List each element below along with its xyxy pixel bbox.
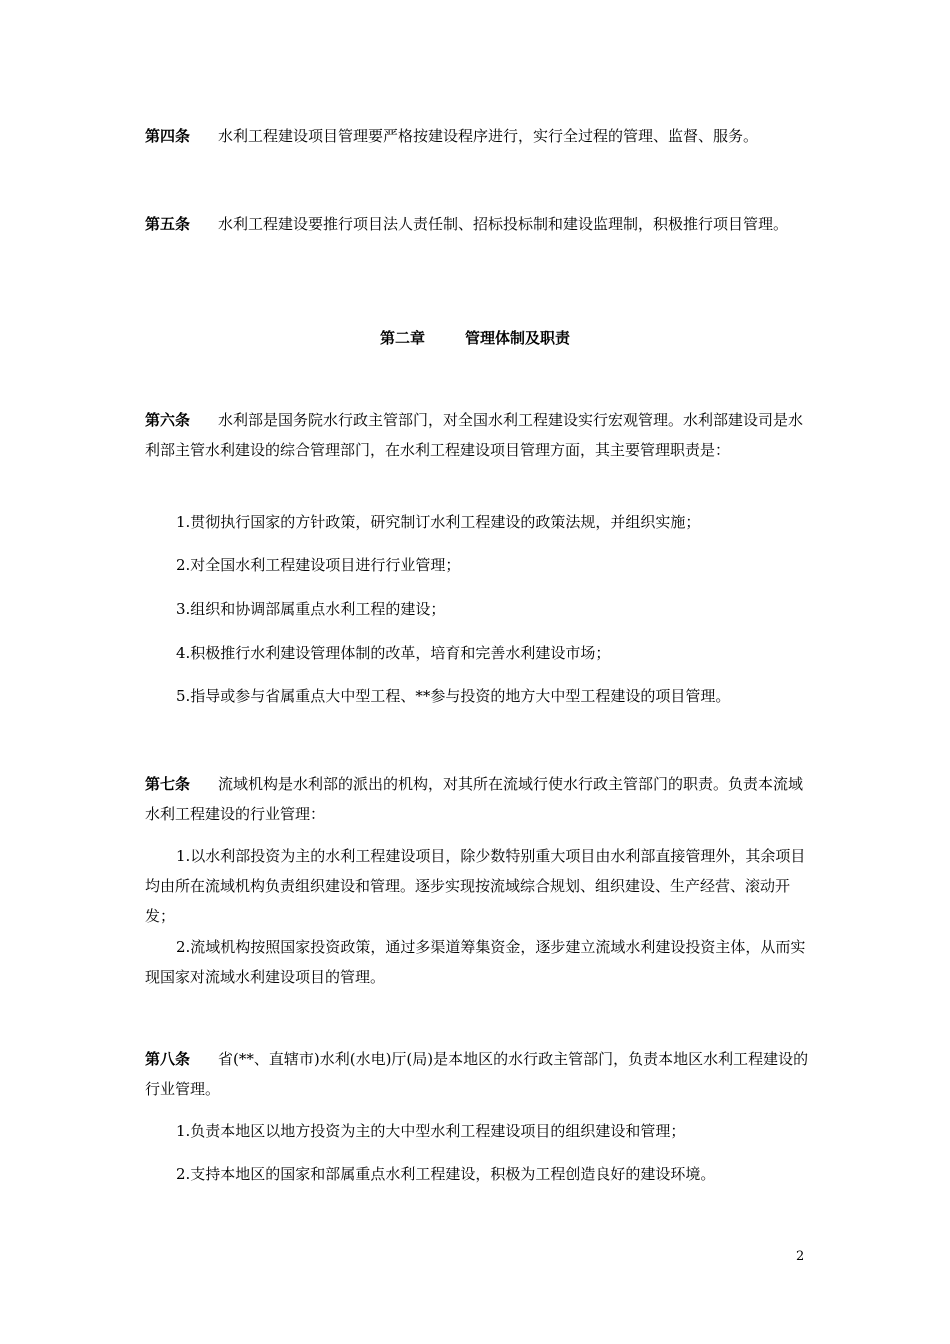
article-8-heading: 第八条 (145, 1050, 191, 1068)
chapter-title (0, 323, 950, 353)
chapter-number: 第二章 (379, 329, 425, 347)
article-7-item-2: 2.流域机构按照国家投资政策，通过多渠道筹集资金，逐步建立流域水利建设投资主体，从而实现国家对流域水利建设项目的管理。 (145, 938, 806, 986)
chapter-name: 管理体制及职责 (465, 329, 571, 347)
article-6 (145, 405, 817, 465)
article-4-heading: 第四条 (145, 127, 191, 145)
article-6-heading: 第六条 (145, 411, 191, 429)
article-8-item-1: 1.负责本地区以地方投资为主的大中型水利工程建设项目的组织建设和管理； (176, 1122, 686, 1140)
article-8-text: 省(**、直辖市)水利(水电)厅(局)是本地区的水行政主管部门，负责本地区水利工程建设的行业管理。 (145, 1050, 809, 1098)
article-8-item-2: 2.支持本地区的国家和部属重点水利工程建设，积极为工程创造良好的建设环境。 (176, 1165, 716, 1183)
article-6-text: 水利部是国务院水行政主管部门，对全国水利工程建设实行宏观管理。水利部建设司是水利部主管水利建设的综合管理部门，在水利工程建设项目管理方面，其主要管理职责是： (145, 411, 804, 459)
article-6-item-5: 5.指导或参与省属重点大中型工程、**参与投资的地方大中型工程建设的项目管理。 (176, 687, 731, 705)
article-4-text: 水利工程建设项目管理要严格按建设程序进行，实行全过程的管理、监督、服务。 (218, 127, 759, 145)
article-6-item-1: 1.贯彻执行国家的方针政策，研究制订水利工程建设的政策法规，并组织实施； (176, 513, 701, 531)
article-6-item-4: 4.积极推行水利建设管理体制的改革，培育和完善水利建设市场； (176, 644, 611, 662)
article-5-heading: 第五条 (145, 215, 191, 233)
article-7-text: 流域机构是水利部的派出的机构，对其所在流域行使水行政主管部门的职责。负责本流域水利工程建设的行业管理： (145, 775, 804, 823)
article-7-item-1: 1.以水利部投资为主的水利工程建设项目，除少数特别重大项目由水利部直接管理外，其余项目均由所在流域机构负责组织建设和管理。逐步实现按流域综合规划、组织建设、生产经营、滚动开发； (145, 847, 806, 925)
page-number: 2 (796, 1249, 805, 1264)
article-4 (145, 121, 817, 151)
article-7 (145, 769, 817, 829)
article-6-item-2: 2.对全国水利工程建设项目进行行业管理； (176, 556, 461, 574)
article-8 (145, 1044, 817, 1104)
article-7-heading: 第七条 (145, 775, 191, 793)
article-5-text: 水利工程建设要推行项目法人责任制、招标投标制和建设监理制，积极推行项目管理。 (218, 215, 789, 233)
article-5 (145, 209, 817, 239)
article-6-item-3: 3.组织和协调部属重点水利工程的建设； (176, 600, 446, 618)
